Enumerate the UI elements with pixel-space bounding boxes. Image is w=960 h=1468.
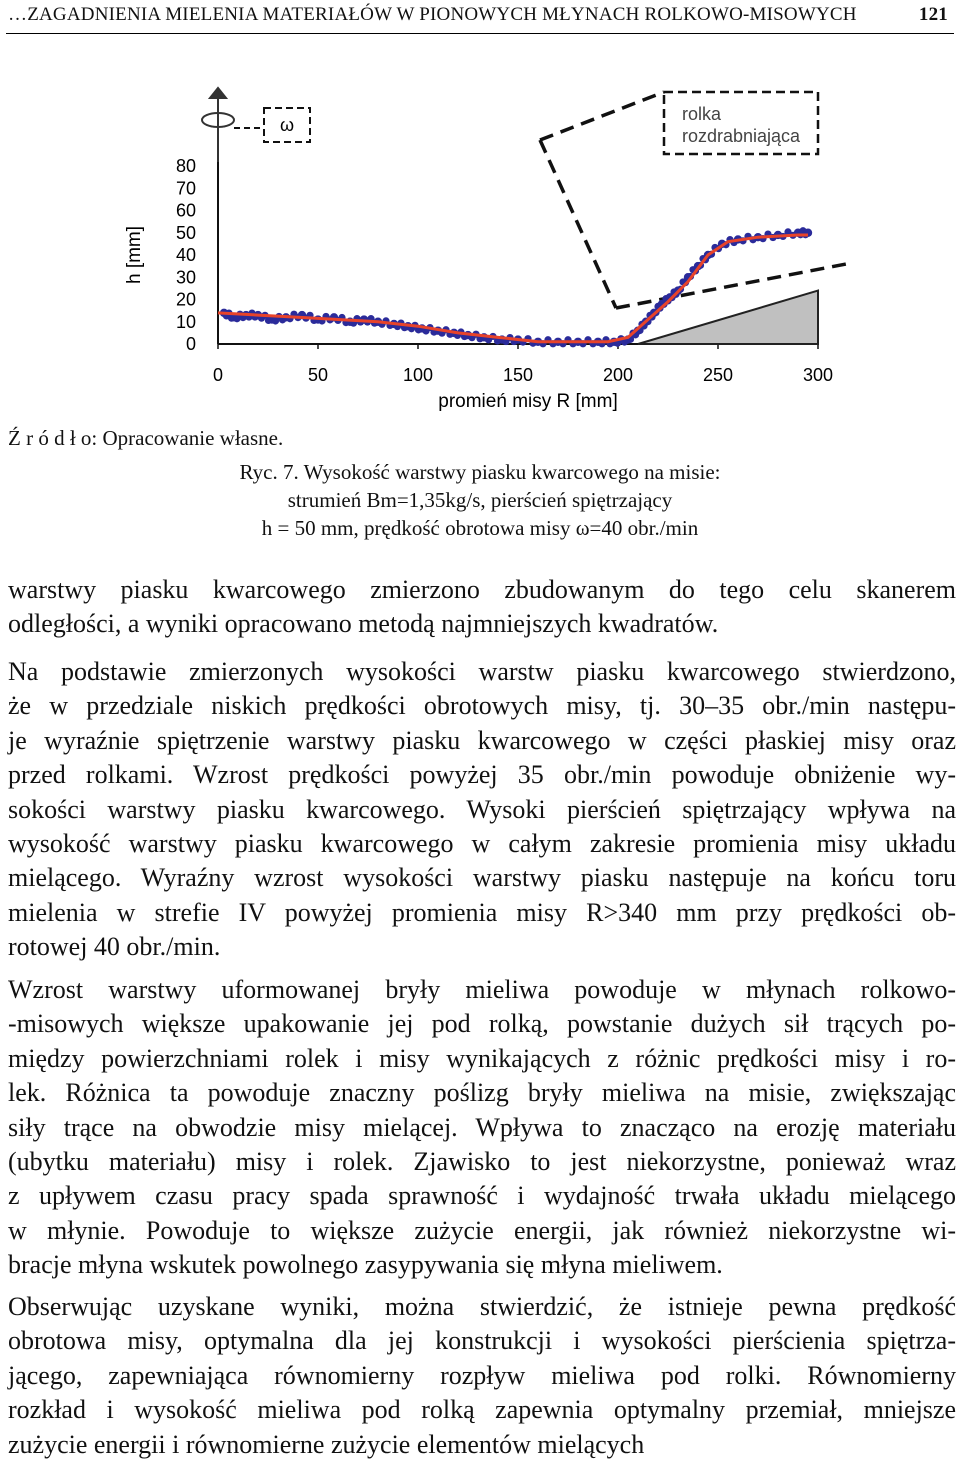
x-axis-label: promień misy R [mm] [438,391,618,412]
text-line: je wyraźnie spiętrzenie warstwy piasku kwarcowego w części płaskiej misy oraz [8,725,956,755]
text-line: warstwy piasku kwarcowego zmierzono zbudowanym do tego celu skanerem [8,575,956,604]
x-tick-label: 200 [602,365,634,385]
x-tick-label: 150 [502,365,534,385]
y-tick-label: 10 [175,311,196,332]
caption-line-2: strumień Bm=1,35kg/s, pierścień spiętrzający [287,488,673,512]
text-line: Wzrost warstwy uformowanej bryły mieliwa powoduje w młynach rolkowo- [8,975,956,1004]
text-line: sokości warstwy piasku kwarcowego. Wysoki pierścień spiętrzający wpływa na [8,794,956,824]
text-line: Obserwując uzyskane wyniki, można stwierdzić, że istnieje pewna prędkość [8,1292,956,1321]
running-head [8,4,952,28]
text-line: przed rolkami. Wzrost prędkości powyżej 35 obr./min powoduje obniżenie wy- [8,760,956,790]
roller-label-line2: rozdrabniająca [682,126,801,146]
text-line: między powierzchniami rolek i misy wynikających z różnic prędkości misy i ro- [8,1043,956,1073]
text-line: wysokość warstwy piasku kwarcowego w całym zakresie promienia misy układu [8,829,956,859]
page-number: 121 [918,4,948,25]
text-line: (ubytku materiału) misy i rolek. Zjawisko to jest niekorzystne, ponieważ wraz [8,1147,956,1177]
source-note: Ź r ó d ł o: Opracowanie własne. [8,426,284,450]
text-line: z upływem czasu pracy spada sprawność i wydajność trwała układu mielącego [8,1181,956,1211]
paragraph-3 [8,973,956,1283]
paragraph-1 [8,573,956,642]
paragraph-2 [8,655,956,965]
text-line: rotowej 40 obr./min. [8,932,221,962]
roller-label-line1: rolka [682,104,722,124]
text-line: jącego, zapewniająca równomierny rozpływ mieliwa pod rolki. Równomierny [8,1360,956,1390]
text-line: rozkład i wysokość mieliwa pod rolką zapewnia optymalny przemiał, mniejsze [8,1395,956,1425]
y-tick-label: 0 [185,334,196,354]
x-tick-label: 100 [402,365,434,385]
paragraph-4 [8,1290,956,1462]
chart [0,80,960,420]
omega-label: ω [279,115,295,135]
text-line: mielenia w strefie IV powyżej promienia misy R>340 mm przy prędkości ob- [8,897,956,927]
text-line: zużycie energii i równomierne zużycie elementów mielących [8,1429,645,1459]
y-axis-label: h [mm] [124,225,145,285]
text-line: siły trące na obwodzie misy mielącej. Wpływa to znacząco na erozję materiału [8,1112,956,1142]
text-line: -misowych większe upakowanie jej pod rolką, powstanie dużych sił trących po- [8,1009,956,1039]
x-tick-label: 50 [307,365,329,385]
x-tick-label: 250 [702,365,734,385]
text-line: bracje młyna wskutek powolnego zasypywania się młyna mieliwem. [8,1250,723,1280]
y-tick-label: 50 [175,222,196,243]
y-tick-label: 70 [175,178,196,199]
rotation-arrow-icon [202,88,234,164]
figure [0,80,960,420]
text-line: Na podstawie zmierzonych wysokości warstw piasku kwarcowego stwierdzono, [8,657,956,686]
chart-axes [176,156,833,385]
text-line: w młynie. Powoduje to większe zużycie energii, jak również niekorzystne wi- [8,1215,956,1245]
text-line: że w przedziale niskich prędkości obrotowych misy, tj. 30–35 obr./min następu- [8,691,956,721]
x-tick-label: 0 [212,365,224,385]
y-tick-label: 60 [175,200,196,221]
y-tick-label: 20 [175,289,196,310]
text-line: lek. Różnica ta powoduje znaczny poślizg bryły mieliwa na misie, zwiększając [8,1078,956,1108]
caption-line-1: Ryc. 7. Wysokość warstwy piasku kwarcowego na misie: [239,460,721,484]
header-rule [6,33,954,34]
text-line: mielącego. Wyraźny wzrost wysokości warstwy piasku następuje na końcu toru [8,863,956,893]
y-tick-label: 80 [175,156,196,176]
y-tick-label: 40 [175,245,196,265]
text-line: odległości, a wyniki opracowano metodą najmniejszych kwadratów. [8,609,719,639]
text-line: obrotowa misy, optymalna dla jej konstrukcji i wysokości pierścienia spiętrza- [8,1326,956,1356]
running-title: …ZAGADNIENIA MIELENIA MATERIAŁÓW W PIONOWYCH MŁYNACH ROLKOWO-MISOWYCH [8,4,857,25]
x-tick-label: 300 [802,365,834,385]
y-tick-label: 30 [175,267,196,288]
caption-line-3: h = 50 mm, prędkość obrotowa misy ω=40 obr./min [261,516,699,540]
